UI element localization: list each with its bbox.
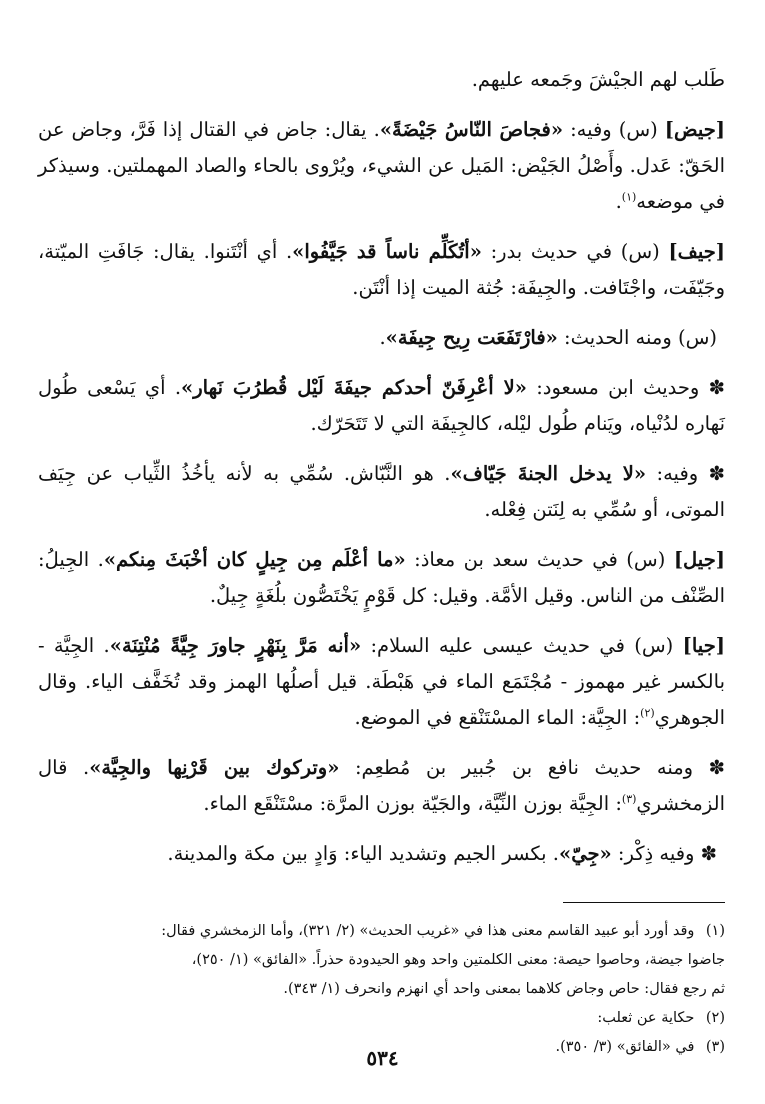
footnote-2 — [38, 1004, 725, 1033]
entry-lead: في حديث بدر: — [490, 240, 613, 263]
source-symbol: (س) — [634, 634, 674, 657]
footnote-text: ثم رجع فقال: حاص وجاض كلاهما بمعنى واحد أي انهزم وانحرف (١/ ٣٤٣). — [283, 981, 725, 997]
hadith-quote: «أنه مَرَّ بِنَهْرٍ جاورَ جِيَّةً مُنْتِنَة» — [109, 634, 362, 657]
entry-text-end: . — [615, 190, 622, 213]
footnote-text: وقد أورد أبو عبيد القاسم معنى هذا في «غريب الحديث» (٢/ ٣٢١)، وأما الزمخشري فقال: — [161, 923, 695, 939]
page-number: ٥٣٤ — [366, 1046, 399, 1070]
footnote-number: (١) — [705, 923, 725, 939]
entry-lead: ✽ وفيه: — [656, 462, 726, 485]
entry-lead: ✽ ومنه حديث نافع بن جُبير بن مُطعِم: — [354, 756, 725, 779]
hadith-quote: «وتركوك بين قَرْنِها والجِيَّة» — [89, 756, 340, 779]
hadith-quote: «فارْتَفَعَت رِيح جِيفَة» — [385, 326, 558, 349]
footnote-1-line-3 — [38, 975, 725, 1004]
entry-jayd — [38, 112, 725, 220]
footnote-divider — [563, 902, 725, 903]
entry-lead: ✽ وحديث ابن مسعود: — [536, 376, 725, 399]
footnote-number: (٢) — [705, 1010, 725, 1026]
entry-headword: [جيل] — [673, 548, 725, 571]
entry-lead: في حديث عيسى عليه السلام: — [370, 634, 625, 657]
entry-lead: ومنه الحديث: — [564, 326, 672, 349]
entry-headword: [جيف] — [668, 240, 726, 263]
entry-text: . — [379, 326, 386, 349]
entry-lead: وفيه: — [570, 118, 612, 141]
footnote-ref[interactable]: (٢) — [640, 706, 655, 720]
entry-lead: ✽ وفيه ذِكْر: — [617, 842, 717, 865]
entry-text: . قال الزمخشري — [38, 756, 725, 815]
entry-text-end: : الجِيَّة: الماء المسْتَنْقع في الموضع. — [354, 706, 641, 729]
entry-text: . يقال: جاض في القتال إذا فَرَّ، وجاض عن الحَقّ: عَدل. وأَصْلُ الجَيْض: المَيل عن الشيء، ويُرْوى بالحاء والصاد المهملتين. وسيذكر في موضعه — [38, 118, 725, 213]
entry-text: . بكسر الجيم وتشديد الياء: وَادٍ بين مكة والمدينة. — [167, 842, 559, 865]
entry-text: . الجِيلُ: الصِّنْف من الناس. وقيل الأمَّة. وقيل: كل قَوْمٍ يَخْتَصُّون بلُغَةٍ جِيلٌ. — [38, 548, 725, 607]
hadith-quote: «لا يدخل الجنةَ جَيّاف» — [450, 462, 647, 485]
entry-text: . هو النَّبّاش. سُمِّي به لأنه يأخُذُ الثِّياب عن جِيَف الموتى، أو سُمِّي به لِنَتن فِعْله. — [38, 462, 725, 521]
entry-headword: [جيض] — [664, 118, 726, 141]
hadith-quote: «أتُكَلِّم ناساً قد جَيَّفُوا» — [292, 240, 482, 263]
hadith-quote: «جِيّ» — [559, 842, 612, 865]
subentry-jayyaf — [38, 456, 725, 528]
source-symbol: (س) — [677, 326, 717, 349]
entry-jayf — [38, 234, 725, 306]
footnote-ref[interactable]: (١) — [621, 190, 637, 204]
paragraph-continuation — [38, 62, 725, 98]
footnote-number: (٣) — [705, 1039, 725, 1055]
hadith-quote: «لا أعْرِفَنّ أحدكم جيفَةَ لَيْل قُطرُبَ نَهار» — [181, 376, 527, 399]
subentry-ibn-masud — [38, 370, 725, 442]
entry-jil — [38, 542, 725, 614]
footnote-text: في «الفائق» (٣/ ٣٥٠). — [555, 1039, 695, 1055]
entry-text: . أي أنْتَنوا. يقال: جَافَتِ الميّتة، وجَيّفَت، واجْتَافت. والجِيفَة: جُثة الميت إذا أنْتَن. — [38, 240, 725, 299]
entry-text-end: : الجِيَّة بوزن النِّيَّة، والجَيّة بوزن المرَّة: مسْتَنْقَع الماء. — [203, 792, 622, 815]
source-symbol: (س) — [618, 118, 658, 141]
entry-text: . الجِيَّة - بالكسر غير مهموز - مُجْتَمَع الماء في هَبْطَة. قيل أصلُها الهمز وقد تُخَفَّف الياء. وقال الجوهري — [38, 634, 725, 729]
hadith-quote: «فجاصَ النّاسُ جَيْضَةً» — [379, 118, 564, 141]
footnote-1-line-2 — [38, 946, 725, 975]
footnotes — [38, 917, 725, 1062]
entry-lead: في حديث سعد بن معاذ: — [414, 548, 618, 571]
footnote-text: جاضوا جيضة، وحاصوا حيصة: معنى الكلمتين واحد وهو الحيدودة حذراً. «الفائق» (١/ ٢٥٠)، — [191, 952, 725, 968]
entry-text: . أي يَسْعى طُول نَهاره لدُنْياه، ويَنام طُول ليْله، كالجِيفَة التي لا تَتَحَرّك. — [38, 376, 725, 435]
footnote-text: حكاية عن ثعلب: — [597, 1010, 695, 1026]
footnote-ref[interactable]: (٣) — [621, 792, 637, 806]
hadith-quote: «ما أعْلَم مِن جِيلٍ كان أخْبَثَ مِنكم» — [103, 548, 406, 571]
subentry-nafi — [38, 750, 725, 822]
source-symbol: (س) — [626, 548, 666, 571]
subentry-jiyy — [38, 836, 725, 872]
source-symbol: (س) — [620, 240, 660, 263]
subentry-jifa — [38, 320, 725, 356]
footnote-1 — [38, 917, 725, 946]
entry-jiya — [38, 628, 725, 736]
entry-headword: [جيا] — [682, 634, 725, 657]
paragraph-text: طَلب لهم الجيْشَ وجَمعه عليهم. — [471, 68, 725, 91]
